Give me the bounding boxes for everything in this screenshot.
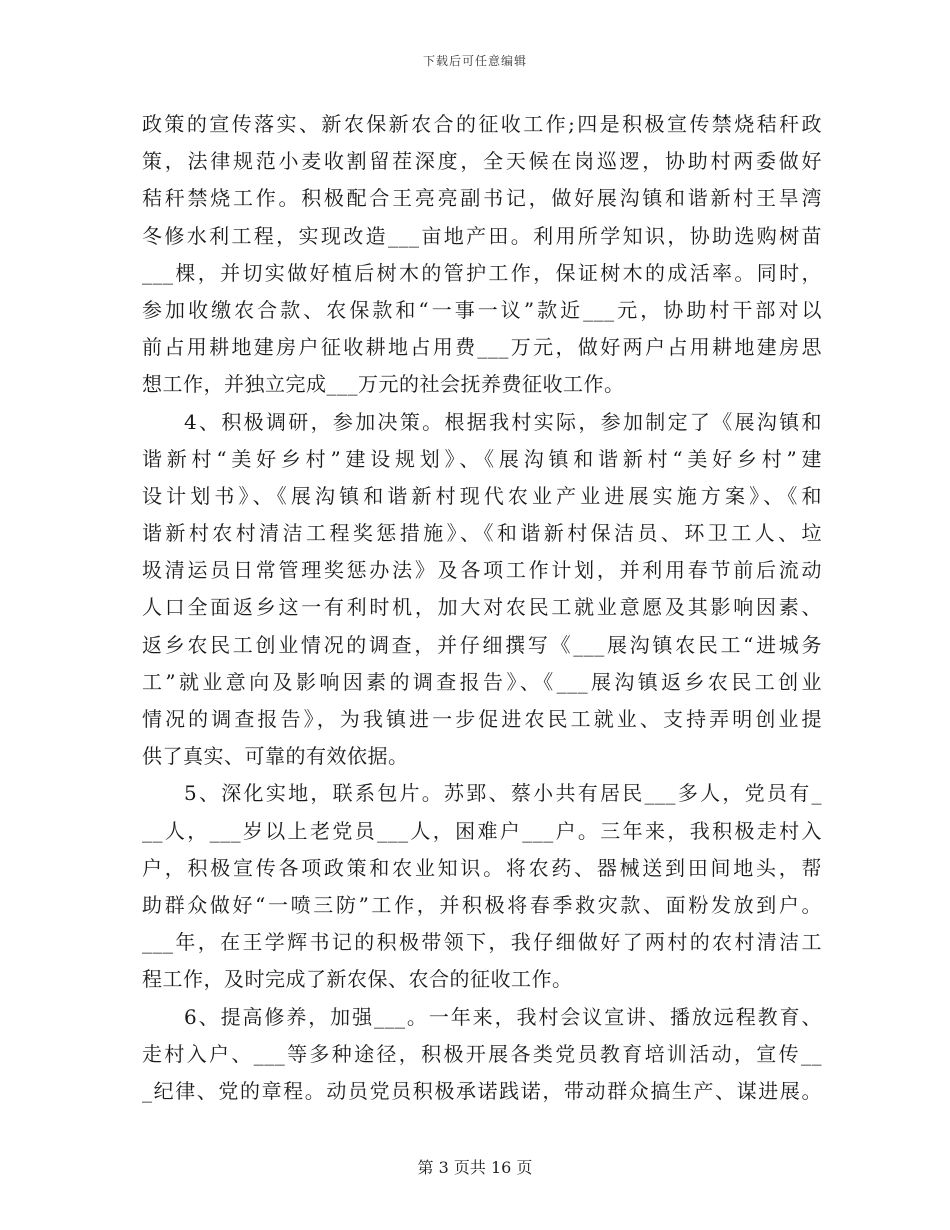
body-line: _纪律、党的章程。动员党员积极承诺践诺，带动群众搞生产、谋进展。 <box>142 1078 822 1103</box>
body-line: 谐新村农村清洁工程奖惩措施》、《和谐新村保洁员、环卫工人、垃 <box>142 521 822 546</box>
body-line: 前占用耕地建房户征收耕地占用费___万元，做好两户占用耕地建房思 <box>142 335 822 360</box>
body-line: 秸秆禁烧工作。积极配合王亮亮副书记，做好展沟镇和谐新村王旱湾 <box>142 186 822 211</box>
body-line: 人口全面返乡这一有利时机，加大对农民工就业意愿及其影响因素、 <box>142 595 822 620</box>
body-line: 6、提高修养，加强___。一年来，我村会议宣讲、播放远程教育、 <box>184 1004 822 1029</box>
body-line: 供了真实、可靠的有效依据。 <box>142 744 409 769</box>
body-line: 谐新村“美好乡村”建设规划》、《展沟镇和谐新村“美好乡村”建 <box>142 446 822 471</box>
body-line: 程工作，及时完成了新农保、农合的征收工作。 <box>142 967 573 992</box>
body-line: 工”就业意向及影响因素的调查报告》、《___展沟镇返乡农民工创业 <box>142 669 822 694</box>
body-line: 走村入户、___等多种途径，积极开展各类党员教育培训活动，宣传__ <box>142 1041 822 1066</box>
body-line: 想工作，并独立完成___万元的社会抚养费征收工作。 <box>142 372 625 397</box>
page-header: 下载后可任意编辑 <box>422 54 527 68</box>
page-number: 第 3 页共 16 页 <box>417 1158 533 1177</box>
body-line: 返乡农民工创业情况的调查，并仔细撰写《___展沟镇农民工“进城务 <box>142 632 822 657</box>
body-line: 圾清运员日常管理奖惩办法》及各项工作计划，并利用春节前后流动 <box>142 558 822 583</box>
body-line: ___棵，并切实做好植后树木的管护工作，保证树木的成活率。同时， <box>142 260 822 285</box>
body-line: 参加收缴农合款、农保款和“一事一议”款近___元，协助村干部对以 <box>142 297 822 322</box>
body-line: 助群众做好“一喷三防”工作，并积极将春季救灾款、面粉发放到户。 <box>142 892 822 917</box>
body-line: 4、积极调研，参加决策。根据我村实际，参加制定了《展沟镇和 <box>184 409 822 434</box>
body-line: 政策的宣传落实、新农保新农合的征收工作;四是积极宣传禁烧秸秆政 <box>142 112 822 136</box>
body-line: 情况的调查报告》，为我镇进一步促进农民工就业、支持弄明创业提 <box>142 707 822 731</box>
body-line: 策，法律规范小麦收割留茬深度，全天候在岗巡逻，协助村两委做好 <box>142 149 822 174</box>
body-line: 设计划书》、《展沟镇和谐新村现代农业产业进展实施方案》、《和 <box>142 483 822 508</box>
body-line: ___年，在王学辉书记的积极带领下，我仔细做好了两村的农村清洁工 <box>142 930 822 955</box>
body-line: 5、深化实地，联系包片。苏郢、蔡小共有居民___多人，党员有_ <box>184 781 822 806</box>
document-body <box>142 106 822 1110</box>
body-line: __人，___岁以上老党员___人，困难户___户。三年来，我积极走村入 <box>142 818 822 843</box>
body-line: 冬修水利工程，实现改造___亩地产田。利用所学知识，协助选购树苗 <box>142 223 822 248</box>
body-line: 户，积极宣传各项政策和农业知识。将农药、器械送到田间地头，帮 <box>142 855 822 880</box>
